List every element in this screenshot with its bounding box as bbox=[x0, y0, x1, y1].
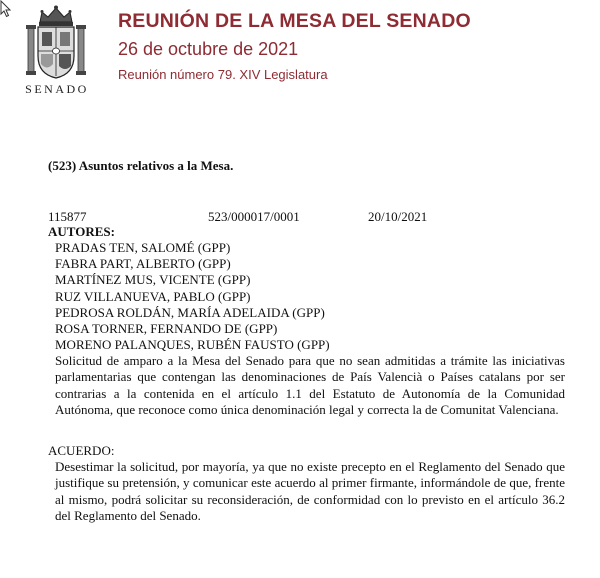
authors-list bbox=[55, 240, 330, 353]
author-item: PRADAS TEN, SALOMÉ (GPP) bbox=[55, 240, 231, 255]
authors-heading: AUTORES: bbox=[48, 224, 115, 239]
meeting-date: 26 de octubre de 2021 bbox=[118, 39, 299, 59]
author-item: MORENO PALANQUES, RUBÉN FAUSTO (GPP) bbox=[55, 337, 330, 353]
meeting-number: Reunión número 79. XIV Legislatura bbox=[118, 67, 328, 82]
section-title: (523) Asuntos relativos a la Mesa. bbox=[48, 158, 234, 173]
author-item: FABRA PART, ALBERTO (GPP) bbox=[55, 256, 231, 272]
author-item: RUZ VILLANUEVA, PABLO (GPP) bbox=[55, 288, 251, 304]
agreement-heading: ACUERDO: bbox=[48, 443, 115, 458]
request-description: Solicitud de amparo a la Mesa del Senado para que no sean admitidas a trámite las iniciativas parlamentarias que contengan las denominaciones de País Valencià o Países catalans por ser contrarias a la contenida en el artículo 1.1 del Estatuto de Autonomía de la Comunidad Autónoma, que reconoce como única denominación legal y correcta la de Comunitat Valenciana. bbox=[55, 353, 565, 418]
record-reference: 523/000017/0001 bbox=[208, 209, 300, 224]
agreement-text: Desestimar la solicitud, por mayoría, ya que no existe precepto en el Reglamento del Senado que justifique su pretensión, y comunicar este acuerdo al primer firmante, informándole de que, frente al mismo, podrá solicitar su reconsideración, de conformidad con lo previsto en el artículo 36.2 del Reglamento del Senado. bbox=[55, 459, 565, 524]
author-item: PEDROSA ROLDÁN, MARÍA ADELAIDA (GPP) bbox=[55, 304, 325, 320]
record-date: 20/10/2021 bbox=[368, 209, 428, 224]
author-item: ROSA TORNER, FERNANDO DE (GPP) bbox=[55, 321, 278, 337]
senado-coat-of-arms-icon bbox=[26, 4, 86, 82]
mouse-pointer-icon bbox=[0, 0, 12, 18]
seal-label: SENADO bbox=[25, 82, 89, 96]
page-title: REUNIÓN DE LA MESA DEL SENADO bbox=[118, 10, 471, 32]
author-item: MARTÍNEZ MUS, VICENTE (GPP) bbox=[55, 272, 251, 288]
record-number: 115877 bbox=[48, 209, 87, 224]
